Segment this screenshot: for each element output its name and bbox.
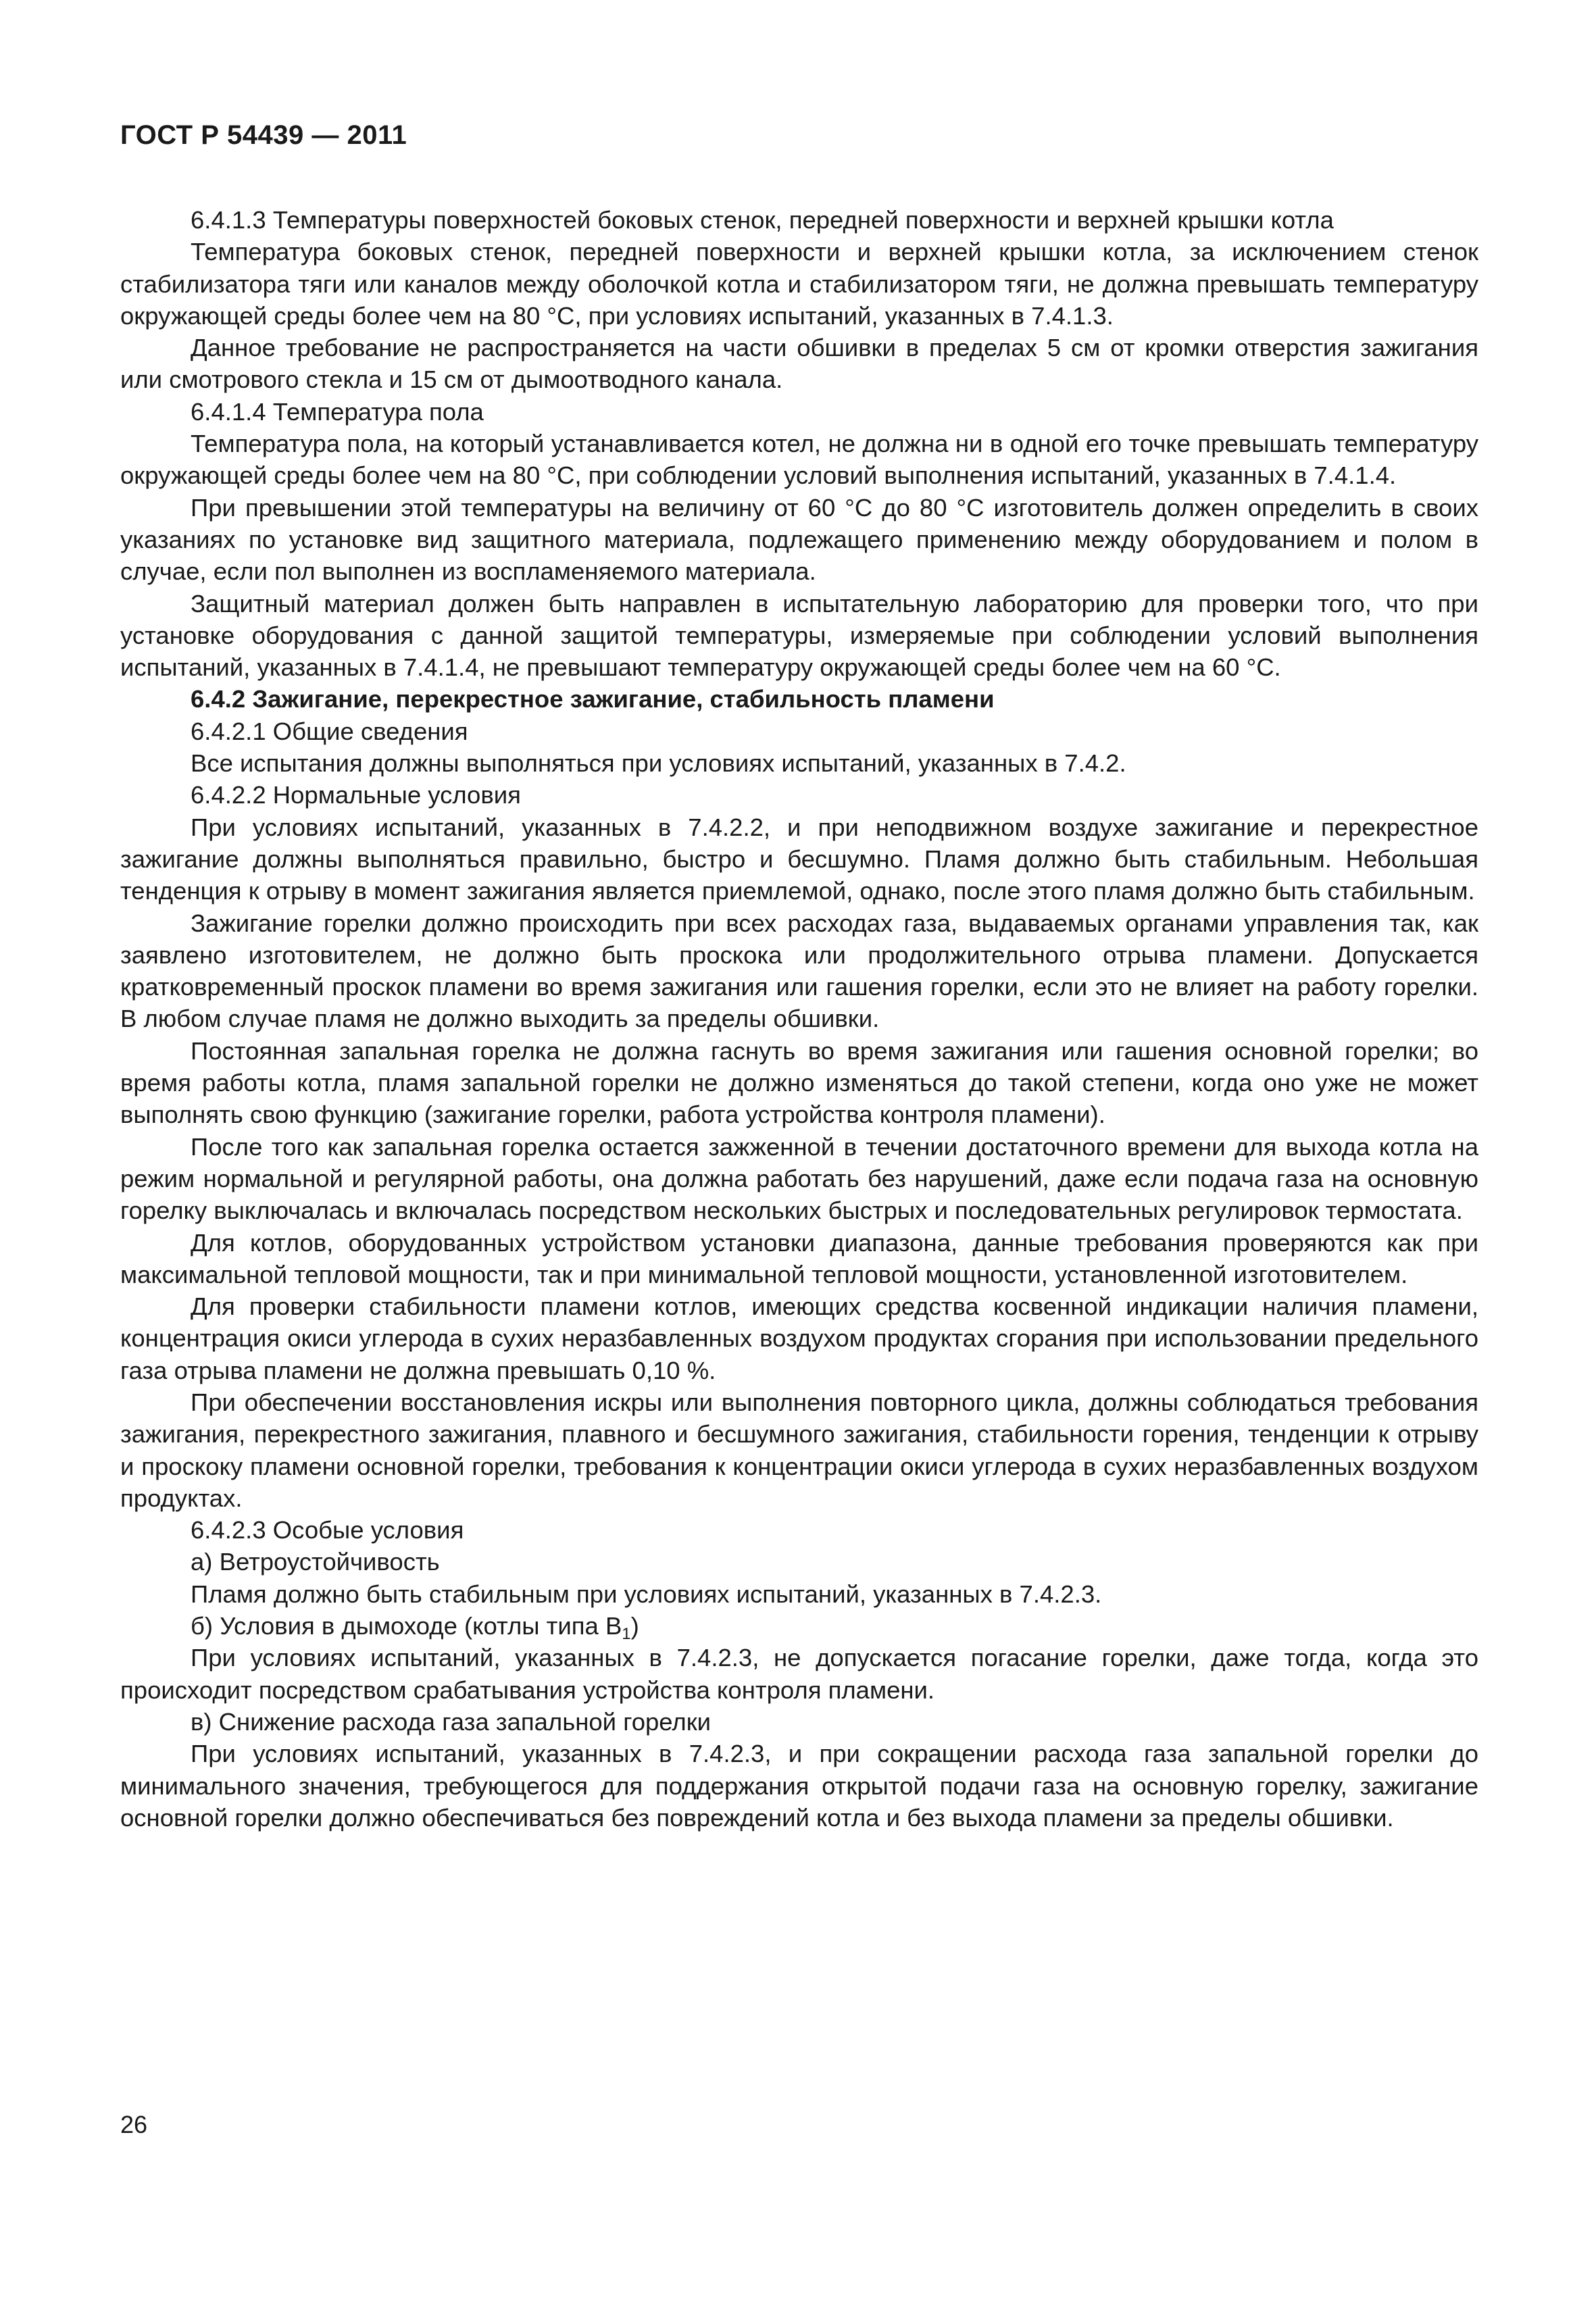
paragraph: Для проверки стабильности пламени котлов, имеющих средства косвенной индикации наличия пламени, концентрация окиси углерода в сухих неразбавленных воздухом продуктах сгорания при использовании предельного газа отрыва пламени не должна превышать 0,10 %. <box>120 1292 1478 1384</box>
list-item-b <box>120 1610 1478 1642</box>
paragraph: При условиях испытаний, указанных в 7.4.2.3, и при сокращении расхода газа запальной горелки до минимального значения, требующегося для поддержания открытой подачи газа на основную горелку, зажигание основной горелки должно обеспечиваться без повреждений котла и без выхода пламени за пределы обшивки. <box>120 1740 1478 1832</box>
page-number: 26 <box>120 2111 148 2138</box>
section-heading-6-4-2: 6.4.2 Зажигание, перекрестное зажигание, стабильность пламени <box>191 685 995 713</box>
paragraph: После того как запальная горелка остается зажженной в течении достаточного времени для выхода котла на режим нормальной и регулярной работы, она должна работать без нарушений, даже если подача газа на основную горелку выключалась и включалась посредством нескольких быстрых и последовательных регулировок термостата. <box>120 1132 1478 1225</box>
document-body <box>120 204 1478 1834</box>
paragraph: При обеспечении восстановления искры или выполнения повторного цикла, должны соблюдаться требования зажигания, перекрестного зажигания, плавного и бесшумного зажигания, стабильности горения, тенденции к отрыву и проскоку пламени основной горелки, требования к концентрации окиси углерода в сухих неразбавленных воздухом продуктах. <box>120 1388 1478 1512</box>
document-header: ГОСТ Р 54439 — 2011 <box>120 120 407 150</box>
paragraph: Все испытания должны выполняться при условиях испытаний, указанных в 7.4.2. <box>191 749 1126 778</box>
paragraph: При условиях испытаний, указанных в 7.4.2.2, и при неподвижном воздухе зажигание и перекрестное зажигание должны выполняться правильно, быстро и бесшумно. Пламя должно быть стабильным. Небольшая тенденция к отрыву в момент зажигания является приемлемой, однако, после этого пламя должно быть стабильным. <box>120 813 1478 905</box>
paragraph: Постоянная запальная горелка не должна гаснуть во время зажигания или гашения основной горелки; во время работы котла, пламя запальной горелки не должно изменяться до такой степени, когда оно уже не может выполнять свою функцию (зажигание горелки, работа устройства контроля пламени). <box>120 1036 1478 1129</box>
section-heading-6-4-2-3: 6.4.2.3 Особые условия <box>191 1516 464 1544</box>
section-heading-6-4-1-3: 6.4.1.3 Температуры поверхностей боковых стенок, передней поверхности и верхней крышки котла <box>191 206 1334 234</box>
list-item-b-close: ) <box>630 1612 639 1640</box>
paragraph: Пламя должно быть стабильным при условиях испытаний, указанных в 7.4.2.3. <box>191 1580 1102 1608</box>
paragraph: Данное требование не распространяется на части обшивки в пределах 5 см от кромки отверстия зажигания или смотрового стекла и 15 см от дымоотводного канала. <box>120 334 1478 394</box>
paragraph: Защитный материал должен быть направлен в испытательную лабораторию для проверки того, что при установке оборудования с данной защитой температуры, измеряемые при соблюдении условий выполнения испытаний, указанных в 7.4.1.4, не превышают температуру окружающей среды более чем на 60 °С. <box>120 589 1478 682</box>
list-item-a: а) Ветроустойчивость <box>191 1548 440 1576</box>
paragraph: Зажигание горелки должно происходить при всех расходах газа, выдаваемых органами управления так, как заявлено изготовителем, не должно быть проскока или продолжительного отрыва пламени. Допускается кратковременный проскок пламени во время зажигания или гашения горелки, если это не влияет на работу горелки. В любом случае пламя не должно выходить за пределы обшивки. <box>120 909 1478 1033</box>
paragraph: При превышении этой температуры на величину от 60 °С до 80 °С изготовитель должен определить в своих указаниях по установке вид защитного материала, подлежащего применению между оборудованием и полом в случае, если пол выполнен из воспламеняемого материала. <box>120 493 1478 586</box>
list-item-v: в) Снижение расхода газа запальной горелки <box>191 1707 712 1736</box>
paragraph: Температура боковых стенок, передней поверхности и верхней крышки котла, за исключением стенок стабилизатора тяги или каналов между оболочкой котла и стабилизатором тяги, не должна превышать температуру окружающей среды более чем на 80 °С, при условиях испытаний, указанных в 7.4.1.3. <box>120 238 1478 330</box>
section-heading-6-4-1-4: 6.4.1.4 Температура пола <box>191 397 484 426</box>
section-heading-6-4-2-1: 6.4.2.1 Общие сведения <box>191 717 468 745</box>
section-heading-6-4-2-2: 6.4.2.2 Нормальные условия <box>191 781 521 809</box>
paragraph: При условиях испытаний, указанных в 7.4.2.3, не допускается погасание горелки, даже тогда, когда это происходит посредством срабатывания устройства контроля пламени. <box>120 1644 1478 1704</box>
paragraph: Температура пола, на который устанавливается котел, не должна ни в одной его точке превышать температуру окружающей среды более чем на 80 °С, при соблюдении условий выполнения испытаний, указанных в 7.4.1.4. <box>120 430 1478 490</box>
paragraph: Для котлов, оборудованных устройством установки диапазона, данные требования проверяются как при максимальной тепловой мощности, так и при минимальной тепловой мощности, установленной изготовителем. <box>120 1228 1478 1288</box>
list-item-b-text: б) Условия в дымоходе (котлы типа В <box>191 1612 622 1640</box>
subscript: 1 <box>622 1625 631 1644</box>
